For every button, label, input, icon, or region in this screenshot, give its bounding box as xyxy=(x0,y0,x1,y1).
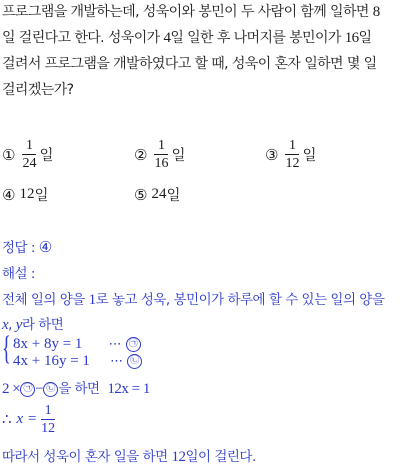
step-result: 12x = 1 xyxy=(107,381,150,397)
question-text: 일 xyxy=(358,30,372,46)
question-number: 8 xyxy=(372,4,380,20)
fraction-numerator: 1 xyxy=(157,138,165,153)
fraction-bar xyxy=(285,154,299,155)
fraction-denominator: 12 xyxy=(41,421,56,436)
system-brace: { xyxy=(2,330,11,367)
fraction-denominator: 16 xyxy=(154,156,169,171)
explanation-step xyxy=(2,377,150,398)
question-text: 일 일한 후 나머지를 봉민이가 xyxy=(170,30,341,46)
explanation-text: 따라서 성욱이 혼자 일을 하면 xyxy=(2,449,168,465)
option-mark: ④ xyxy=(2,185,16,204)
answer-value: ④ xyxy=(38,238,52,256)
equation-dots: ⋯ xyxy=(108,337,122,352)
question-line-3: 걸려서 프로그램을 개발하였다고 할 때, 성욱이 혼자 일하면 몇 일 xyxy=(2,56,377,72)
option-value: 12 xyxy=(19,186,35,202)
question-line-4: 걸리겠는가? xyxy=(2,82,74,98)
variable-x: x xyxy=(2,317,9,333)
option-unit: 일 xyxy=(171,148,186,164)
question-number: 16 xyxy=(344,30,359,46)
explanation-result xyxy=(2,403,55,436)
explanation-text: 일이 걸린다. xyxy=(185,449,256,465)
question-text: 프로그램을 개발하는데, 성욱이와 봉민이 두 사람이 함께 일하면 xyxy=(2,4,369,20)
option-3[interactable] xyxy=(265,138,316,171)
explanation-text: 전체 일의 양을 xyxy=(2,292,85,308)
step-operator: − xyxy=(35,381,44,397)
option-unit: 일 xyxy=(34,188,49,204)
equation-1 xyxy=(13,336,141,353)
fraction-numerator: 1 xyxy=(288,138,296,153)
therefore-symbol: ∴ xyxy=(2,412,12,428)
option-1[interactable] xyxy=(2,138,53,171)
equation-mark: ㉠ xyxy=(126,337,141,352)
question-line-1 xyxy=(2,1,380,21)
fraction-bar xyxy=(22,154,36,155)
option-2[interactable] xyxy=(134,138,185,171)
fraction-denominator: 24 xyxy=(22,156,37,171)
equation-mark: ㉡ xyxy=(127,354,142,369)
question-line-2 xyxy=(2,27,371,47)
fraction-numerator: 1 xyxy=(25,138,33,153)
explanation-line-1 xyxy=(2,288,384,309)
step-factor: 2 × xyxy=(2,381,21,397)
variable-y: y xyxy=(15,317,22,333)
step-mark: ㉡ xyxy=(43,382,58,397)
option-mark: ② xyxy=(134,145,148,164)
option-fraction xyxy=(22,138,36,171)
question-text: 일 걸린다고 한다. 성욱이가 xyxy=(2,30,160,46)
option-mark: ③ xyxy=(265,145,279,164)
fraction-bar xyxy=(41,419,55,420)
explanation-number: 12 xyxy=(171,449,186,465)
option-fraction xyxy=(154,138,168,171)
option-fraction xyxy=(285,138,299,171)
option-5[interactable] xyxy=(134,184,180,205)
option-unit: 일 xyxy=(166,188,181,204)
option-unit: 일 xyxy=(39,148,54,164)
option-unit: 일 xyxy=(302,148,317,164)
fraction-denominator: 12 xyxy=(285,156,300,171)
option-mark: ⑤ xyxy=(134,185,148,204)
explanation-text: , xyxy=(8,317,12,333)
fraction-bar xyxy=(154,154,168,155)
answer-label: 정답 : xyxy=(2,240,35,256)
equation-text: 8x + 8y = 1 xyxy=(13,336,83,352)
question-number: 4 xyxy=(163,30,171,46)
step-mark: ㉠ xyxy=(20,382,35,397)
option-4[interactable] xyxy=(2,184,48,205)
explanation-text: 라 하면 xyxy=(21,317,64,333)
explanation-number: 1 xyxy=(88,292,96,308)
answer xyxy=(2,236,52,256)
explanation-line-2 xyxy=(2,313,63,334)
explanation-label: 해설 : xyxy=(2,266,35,282)
fraction-numerator: 1 xyxy=(44,403,52,418)
result-fraction xyxy=(41,403,55,436)
explanation-final xyxy=(2,445,256,466)
result-lhs: x = xyxy=(16,411,38,427)
explanation-text: 을 하면 xyxy=(58,381,100,397)
equation-2 xyxy=(13,353,142,370)
explanation-text: 로 놓고 성욱, 봉민이가 하루에 할 수 있는 일의 양을 xyxy=(95,292,385,308)
option-mark: ① xyxy=(2,145,16,164)
option-value: 24 xyxy=(151,186,167,202)
equation-text: 4x + 16y = 1 xyxy=(13,353,90,369)
equation-dots: ⋯ xyxy=(110,354,124,369)
